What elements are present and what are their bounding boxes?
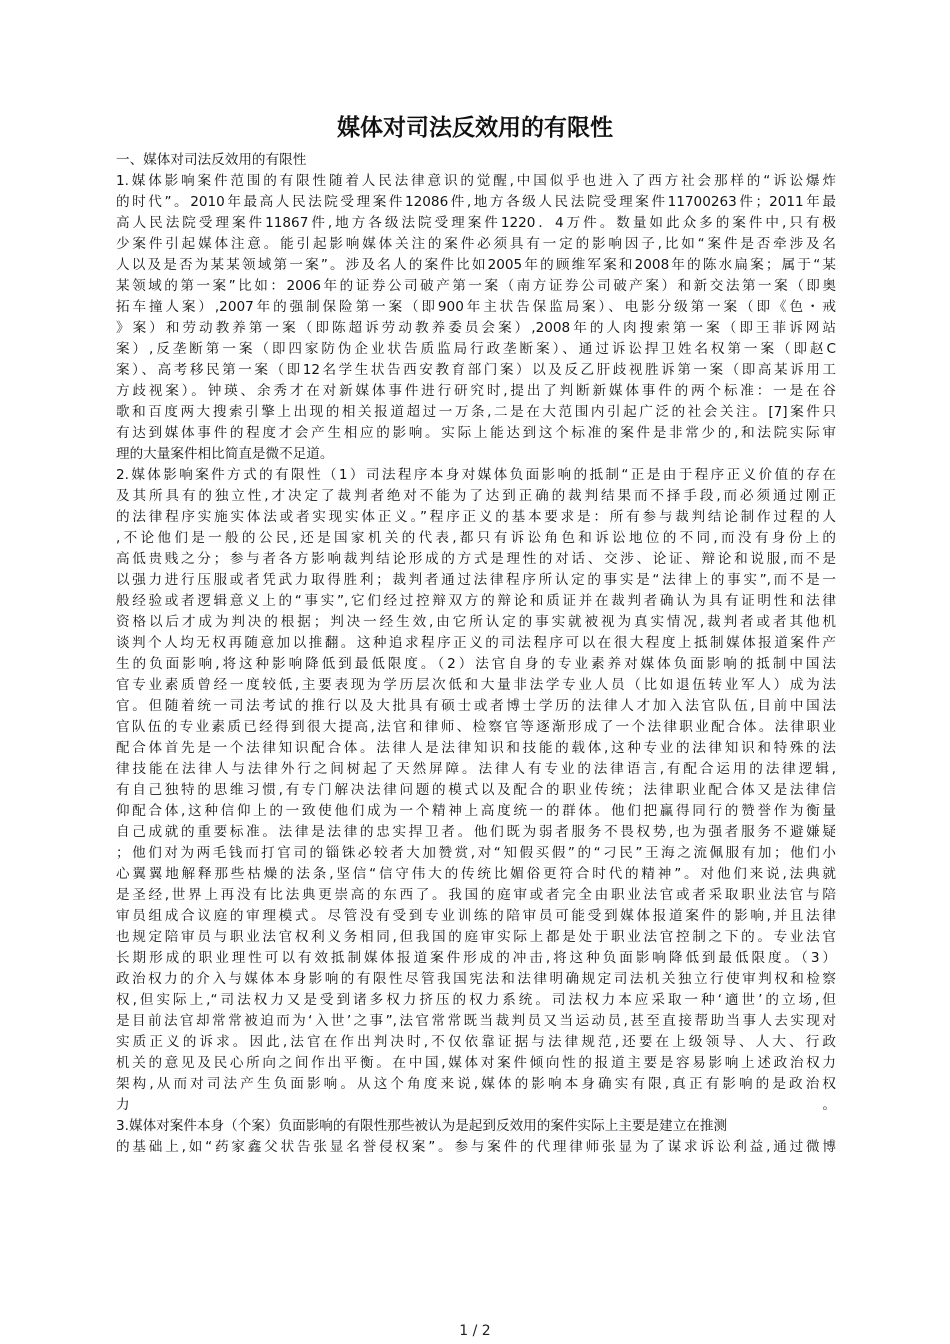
text-line: 及其所具有的独立性,才决定了裁判者绝对不能为了达到正确的裁判结果而不择手段,而必须通过刚正 [116,488,836,504]
text-line: 3.媒体对案件本身（个案）负面影响的有限性那些被认为是起到反效用的案件实际上主要是建立在推测 [116,1118,728,1134]
text-line: 案）、高考移民第一案（即12名学生状告西安教育部门案）以及反乙肝歧视胜诉第一案（即高某诉用工 [116,362,836,378]
document-body [116,150,836,1158]
text-line: 歌和百度两大搜索引擎上出现的相关报道超过一万条,二是在大范围内引起广泛的社会关注。[7]案件只 [116,404,836,420]
page-number: 1 / 2 [459,1323,491,1339]
text-line: 以强力进行压服或者凭武力取得胜利；裁判者通过法律程序所认定的事实是“法律上的事实”,而不是一 [116,572,836,588]
text-line: 审员组成合议庭的审理模式。尽管没有受到专业训练的陪审员可能受到媒体报道案件的影响,并且法律 [116,908,836,924]
text-line: 官。但随着统一司法考试的推行以及大批具有硕士或者博士学历的法律人才加入法官队伍,目前中国法 [116,698,836,714]
text-line: 某领域的第一案”比如：2006年的证券公司破产第一案（南方证券公司破产案）和新交法第一案（即奥 [116,278,836,294]
text-line: 的时代”。2010年最高人民法院受理案件12086件,地方各级人民法院受理案件11700263件；2011年最 [116,194,836,210]
text-line: 2.媒体影响案件方式的有限性（1）司法程序本身对媒体负面影响的抵制“正是由于程序正义价值的存在 [116,467,836,483]
text-line: 高低贵贱之分；参与者各方影响裁判结论形成的方式是理性的对话、交涉、论证、辩论和说服,而不是 [116,551,836,567]
text-line: 仰配合体,这种信仰上的一致使他们成为一个精神上高度统一的群体。他们把赢得同行的赞誉作为衡量 [116,803,836,819]
text-line: 机关的意见及民心所向之间作出平衡。在中国,媒体对案件倾向性的报道主要是容易影响上述政治权力 [116,1055,836,1071]
text-line: 高人民法院受理案件11867件,地方各级法院受理案件1220．4万件。数量如此众多的案件中,只有极 [116,215,836,231]
text-line: 力。 [116,1097,836,1113]
text-line: 是目前法官却常常被迫而为‘入世’之事”,法官常常既当裁判员又当运动员,甚至直接帮助当事人去实现对 [116,1013,836,1029]
text-line: 官队伍的专业素质已经得到很大提高,法官和律师、检察官等逐渐形成了一个法律职业配合体。法律职业 [116,719,836,735]
text-line: 长期形成的职业理性可以有效抵制媒体报道案件形成的冲击,将这种负面影响降低到最低限度。（3） [116,950,836,966]
text-line: 的法律程序实施实体法或者实现实体正义。”程序正义的基本要求是：所有参与裁判结论制作过程的人 [116,509,836,525]
text-line: 的基础上,如“药家鑫父状告张显名誉侵权案”。参与案件的代理律师张显为了谋求诉讼利益,通过微博 [116,1139,836,1155]
text-line: 律技能在法律人与法律外行之间树起了天然屏障。法律人有专业的法律语言,有配合运用的法律逻辑, [116,761,836,777]
text-line: 少案件引起媒体注意。能引起影响媒体关注的案件必须具有一定的影响因子,比如“案件是否牵涉及名 [116,236,836,252]
text-line: 资格以后才成为判决的根据；判决一经生效,由它所认定的事实就被视为真实情况,裁判者或者其他机 [116,614,836,630]
text-line: 》案）和劳动教养第一案（即陈超诉劳动教养委员会案）,2008年的人肉搜索第一案（即王菲诉网站 [116,320,836,336]
text-line: 是圣经,世界上再没有比法典更崇高的东西了。我国的庭审或者完全由职业法官或者采取职业法官与陪 [116,887,836,903]
text-line: 生的负面影响,将这种影响降低到最低限度。（2）法官自身的专业素养对媒体负面影响的抵制中国法 [116,656,836,672]
text-line: 拓车撞人案）,2007年的强制保险第一案（即900年主状告保监局案）、电影分级第一案（即《色・戒 [116,299,836,315]
text-line: 也规定陪审员与职业法官权利义务相同,但我国的庭审实际上都是处于职业法官控制之下的。专业法官 [116,929,836,945]
text-line: ,不论他们是一般的公民,还是国家机关的代表,都只有诉讼角色和诉讼地位的不同,而没有身份上的 [116,530,836,546]
text-line: 自己成就的重要标准。法律是法律的忠实捍卫者。他们既为弱者服务不畏权势,也为强者服务不避嫌疑 [116,824,836,840]
text-line: 案）,反垄断第一案（即四家防伪企业状告质监局行政垄断案）、通过诉讼捍卫姓名权第一案（即赵C [116,341,836,357]
text-line: 般经验或者逻辑意义上的“事实”,它们经过控辩双方的辩论和质证并在裁判者确认为具有证明性和法律 [116,593,836,609]
text-line: 官专业素质曾经一度较低,主要表现为学历层次低和大量非法学专业人员（比如退伍转业军人）成为法 [116,677,836,693]
text-line: 有达到媒体事件的程度才会产生相应的影响。实际上能达到这个标准的案件是非常少的,和法院实际审 [116,425,836,441]
text-line: 有自己独特的思维习惯,有专门解决法律问题的模式以及配合的职业传统；法律职业配合体又是法律信 [116,782,836,798]
text-line: 方歧视案）。钟瑛、余秀才在对新媒体事件进行研究时,提出了判断新媒体事件的两个标准：一是在谷 [116,383,836,399]
text-line: 架构,从而对司法产生负面影响。从这个角度来说,媒体的影响本身确实有限,真正有影响的是政治权 [116,1076,836,1092]
text-line: 实质正义的诉求。因此,法官在作出判决时,不仅依靠证据与法律规范,还要在上级领导、人大、行政 [116,1034,836,1050]
text-line: 心翼翼地解释那些枯燥的法条,坚信“信守伟大的传统比媚俗更符合时代的精神”。对他们来说,法典就 [116,866,836,882]
text-line: 一、媒体对司法反效用的有限性 [116,152,307,168]
text-line: 谈判个人均无权再随意加以推翻。这种追求程序正义的司法程序可以在很大程度上抵制媒体报道案件产 [116,635,836,651]
text-line: 权,但实际上,“司法权力又是受到诸多权力挤压的权力系统。司法权力本应采取一种‘適世’的立场,但 [116,992,836,1008]
text-line: 政治权力的介入与媒体本身影响的有限性尽管我国宪法和法律明确规定司法机关独立行使审判权和检察 [116,971,836,987]
document-title: 媒体对司法反效用的有限性 [337,115,613,141]
text-line: 1.媒体影响案件范围的有限性随着人民法律意识的觉醒,中国似乎也进入了西方社会那样的“诉讼爆炸 [116,173,836,189]
text-line: 理的大量案件相比简直是微不足道。 [116,446,334,462]
text-line: 配合体首先是一个法律知识配合体。法律人是法律知识和技能的载体,这种专业的法律知识和特殊的法 [116,740,836,756]
text-line: 人以及是否为某某领域第一案”。涉及名人的案件比如2005年的顾维军案和2008年的陈水扁案；属于“某 [116,257,836,273]
text-line: ；他们对为两毛钱而打官司的锱铢必较者大加赞赏,对“知假买假”的“刁民”王海之流佩服有加；他们小 [116,845,836,861]
